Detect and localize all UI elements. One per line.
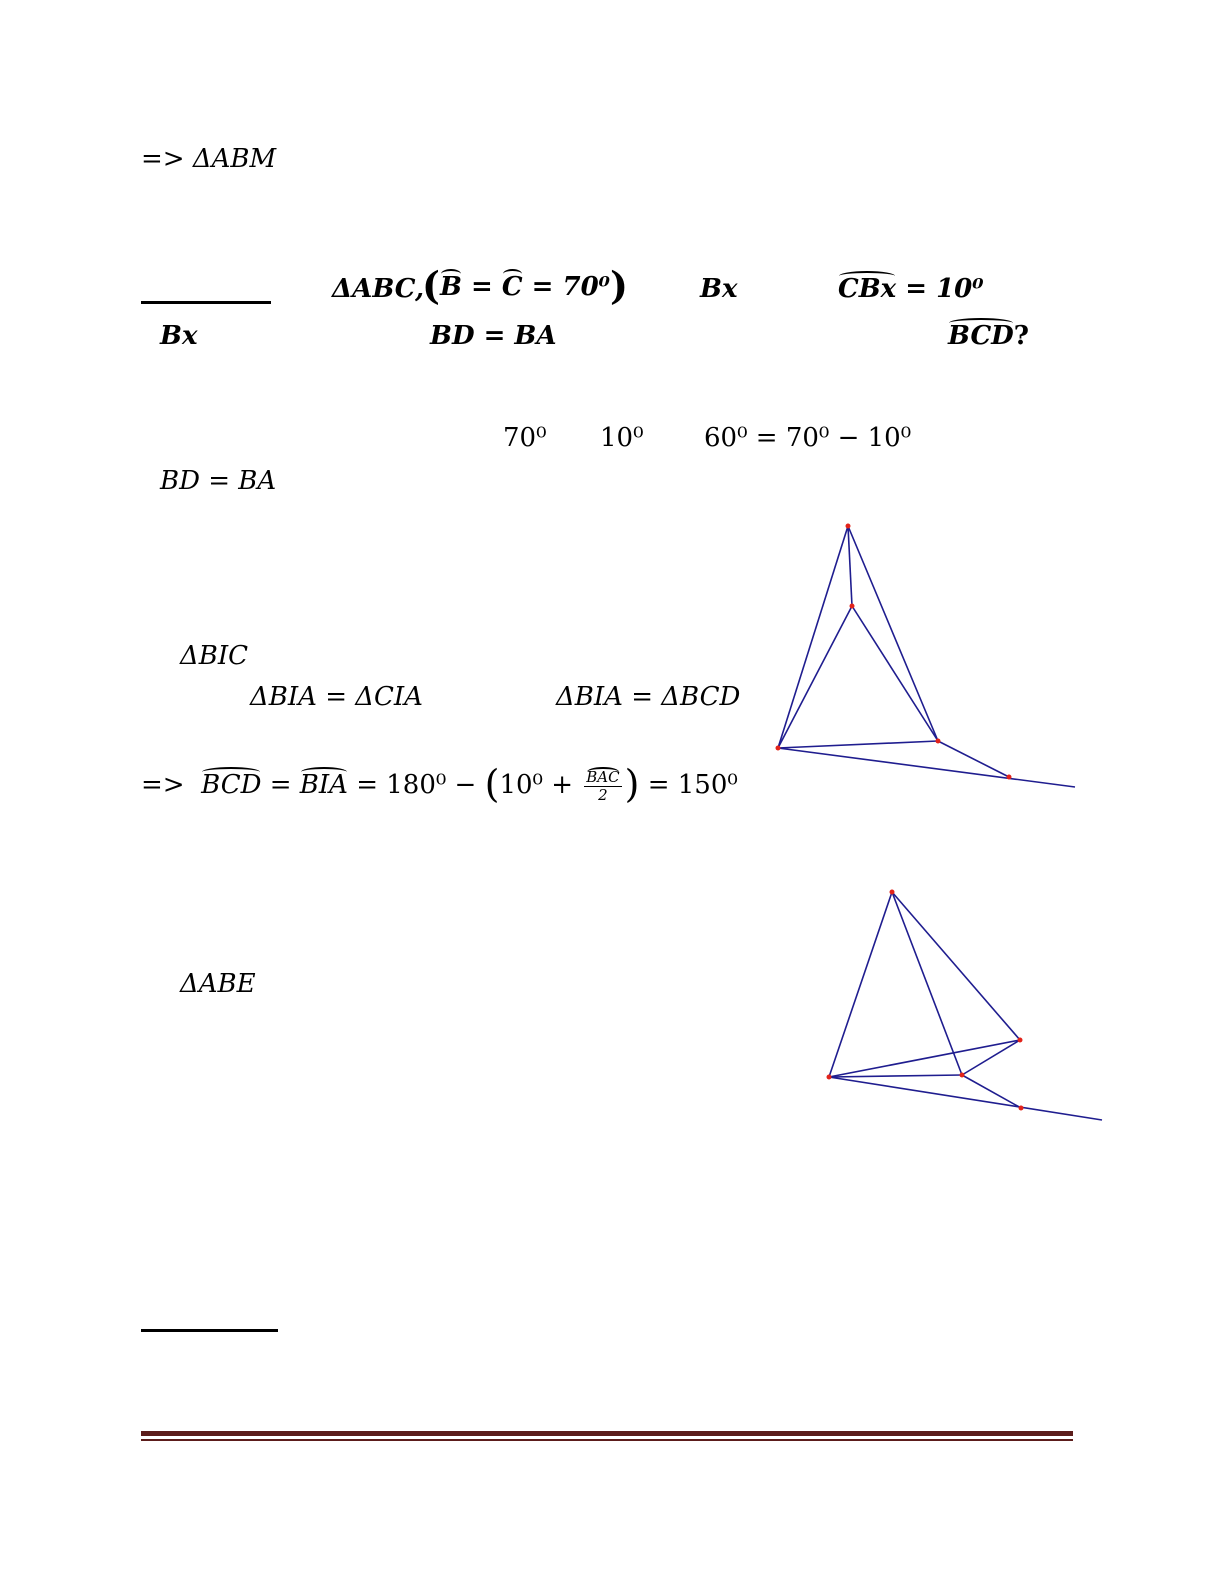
- angle-bia-hat: BIA: [299, 770, 348, 800]
- point-d: [1007, 775, 1012, 780]
- footer-rule-thin: [141, 1439, 1073, 1441]
- segment-a-c: [892, 892, 962, 1075]
- point-a: [846, 524, 851, 529]
- eq-implies-abm: => ΔABM: [141, 144, 277, 174]
- ray-bx: [829, 1077, 1102, 1120]
- ray-bx-label: Bx: [700, 274, 738, 304]
- footer-rule-thick: [141, 1431, 1073, 1436]
- equals-sign: =: [269, 770, 292, 800]
- question-mark: ?: [1013, 321, 1029, 351]
- point-c: [960, 1073, 965, 1078]
- segment-a-c: [848, 526, 938, 741]
- ray-bx: [778, 748, 1075, 787]
- ray-bx-label-2: Bx: [160, 321, 198, 351]
- segment-b-c: [778, 741, 938, 748]
- angle-c-hat: C: [501, 272, 523, 302]
- angle-bcd-hat-2: BCD: [201, 770, 262, 800]
- implies-arrow: =>: [141, 770, 185, 800]
- segment-c-d: [938, 741, 1009, 777]
- value-10: 10⁰: [600, 423, 644, 453]
- result-150: = 150⁰: [647, 770, 738, 800]
- heading-underline-2: [141, 1329, 278, 1332]
- point-a: [890, 890, 895, 895]
- angle-bcd-hat: BCD: [948, 321, 1014, 351]
- triangle-abe: ΔABE: [180, 969, 256, 999]
- point-b: [827, 1075, 832, 1080]
- triangle-abc-label: ΔABC,: [332, 274, 425, 304]
- angle-cbx-hat: CBx: [838, 274, 897, 304]
- angle-cbx: [838, 273, 984, 305]
- angle-b-hat: B: [439, 272, 462, 302]
- point-d: [1019, 1106, 1024, 1111]
- angle-bc-value: = 70⁰: [531, 272, 611, 302]
- fraction-denominator: 2: [598, 785, 608, 804]
- point-e: [1018, 1038, 1023, 1043]
- segment-b-c: [829, 1075, 962, 1077]
- segment-a-i: [848, 526, 852, 606]
- ten-plus: 10⁰ +: [499, 770, 573, 800]
- bd-equals-ba-2: BD = BA: [160, 466, 277, 496]
- segment-i-c: [852, 606, 938, 741]
- angle-bcd-question: [948, 320, 1029, 352]
- segment-a-e: [892, 892, 1020, 1040]
- triangle-bic: ΔBIC: [180, 641, 249, 671]
- segment-i-b: [778, 606, 852, 748]
- segment-a-b: [829, 892, 892, 1077]
- point-i: [850, 604, 855, 609]
- equation-60: 60⁰ = 70⁰ − 10⁰: [704, 423, 912, 453]
- angle-condition: (B = C = 70⁰): [422, 263, 629, 308]
- minus-180: = 180⁰ −: [356, 770, 477, 800]
- point-b: [776, 746, 781, 751]
- segment-b-e: [829, 1040, 1020, 1077]
- segment-a-b: [778, 526, 848, 748]
- congruence-bia-cia: ΔBIA = ΔCIA: [250, 682, 423, 712]
- angle-cbx-value: = 10⁰: [905, 274, 984, 304]
- final-equation: => BCD = BIA = 180⁰ − (10⁰ + $\frac{\text{BAC}}{2}$ ) = 150⁰: [141, 762, 738, 806]
- point-c: [936, 739, 941, 744]
- heading-underline-1: [141, 301, 271, 304]
- bd-equals-ba: BD = BA: [430, 321, 557, 351]
- geometry-figure-2: [810, 880, 1110, 1130]
- geometry-figure-1: [760, 515, 1090, 800]
- value-70: 70⁰: [503, 423, 547, 453]
- congruence-bia-bcd: ΔBIA = ΔBCD: [556, 682, 741, 712]
- angle-bac-hat: BAC: [586, 767, 620, 786]
- half-bac-fraction: [584, 769, 621, 804]
